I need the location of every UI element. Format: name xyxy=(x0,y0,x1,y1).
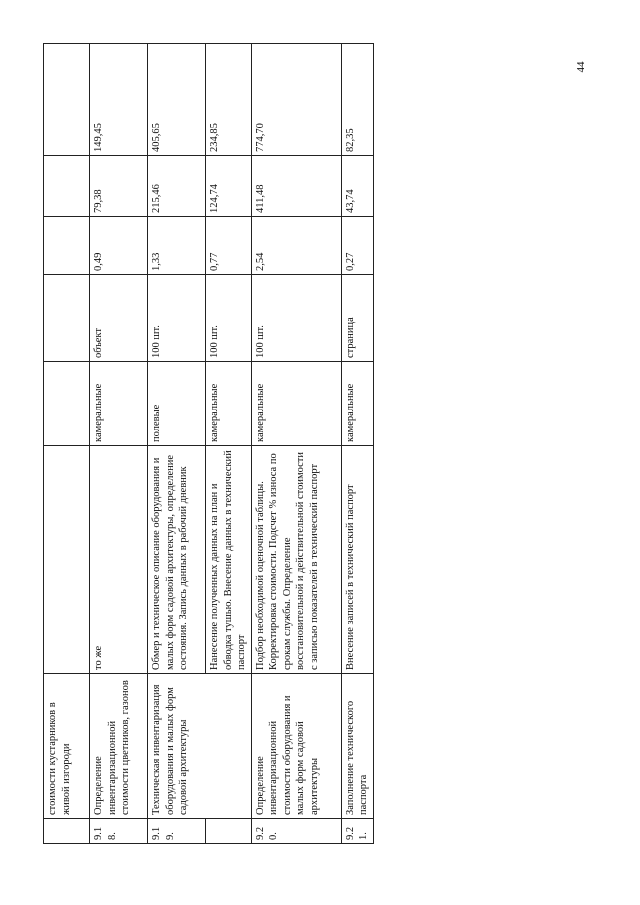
cell-num: 9.21. xyxy=(341,819,373,844)
cell-v2: 43,74 xyxy=(341,156,373,217)
cell-v3: 405,65 xyxy=(148,44,206,156)
cell-v1 xyxy=(44,217,90,275)
cell-v1: 2,54 xyxy=(251,217,341,275)
cell-v3: 82,35 xyxy=(341,44,373,156)
cell-v1: 0,27 xyxy=(341,217,373,275)
cell-v1: 0,49 xyxy=(90,217,148,275)
cell-name: Заполнение технического паспорта xyxy=(341,674,373,819)
cell-desc: Нанесение полученных данных на план и обводка тушью. Внесение данных в технический паспорт xyxy=(206,446,252,674)
cell-desc: Внесение записей в технический паспорт xyxy=(341,446,373,674)
cell-v2 xyxy=(44,156,90,217)
rotated-page-content xyxy=(43,44,369,844)
cell-type xyxy=(44,362,90,446)
table-row xyxy=(251,44,341,844)
cell-v1: 1,33 xyxy=(148,217,206,275)
cell-v2: 215,46 xyxy=(148,156,206,217)
cell-v3 xyxy=(44,44,90,156)
page-number: 44 xyxy=(575,61,587,73)
cell-v1: 0,77 xyxy=(206,217,252,275)
cell-num xyxy=(44,819,90,844)
table-row xyxy=(148,44,206,844)
cell-v3: 774,70 xyxy=(251,44,341,156)
cell-num: 9.20. xyxy=(251,819,341,844)
cell-name: Техническая инвентаризация оборудования и малых форм садовой архитектуры xyxy=(148,674,252,819)
cell-type: камеральные xyxy=(251,362,341,446)
cell-type: камеральные xyxy=(90,362,148,446)
cell-v2: 124,74 xyxy=(206,156,252,217)
cell-unit: 100 шт. xyxy=(148,275,206,362)
cell-v2: 79,38 xyxy=(90,156,148,217)
cell-unit: объект xyxy=(90,275,148,362)
table-row xyxy=(90,44,148,844)
cell-num xyxy=(206,819,252,844)
cell-v2: 411,48 xyxy=(251,156,341,217)
cell-v3: 234,85 xyxy=(206,44,252,156)
cell-desc: Обмер и техническое описание оборудования и малых форм садовой архитектуры, определение состояния. Запись данных в рабочий дневник xyxy=(148,446,206,674)
cell-num: 9.18. xyxy=(90,819,148,844)
cell-unit: страница xyxy=(341,275,373,362)
table-row-continuation xyxy=(44,44,90,844)
cell-type: камеральные xyxy=(341,362,373,446)
cell-name: Определение инвентаризационной стоимости оборудования и малых форм садовой архитектуры xyxy=(251,674,341,819)
cell-name: Определение инвентаризационной стоимости цветников, газонов xyxy=(90,674,148,819)
cell-unit xyxy=(44,275,90,362)
cell-num: 9.19. xyxy=(148,819,206,844)
cell-unit: 100 шт. xyxy=(206,275,252,362)
cell-desc xyxy=(44,446,90,674)
cell-v3: 149,45 xyxy=(90,44,148,156)
cell-unit: 100 шт. xyxy=(251,275,341,362)
cell-name: стоимости кустарников в живой изгороди xyxy=(44,674,90,819)
cell-desc: то же xyxy=(90,446,148,674)
cell-type: камеральные xyxy=(206,362,252,446)
cell-type: полевые xyxy=(148,362,206,446)
cell-desc: Подбор необходимой оценочной таблицы. Корректировка стоимости. Подсчет % износа по срокам службы. Определение восстановительной и действительной стоимости с записью показателей в технический паспорт xyxy=(251,446,341,674)
table-row xyxy=(341,44,373,844)
norms-table xyxy=(43,43,374,844)
